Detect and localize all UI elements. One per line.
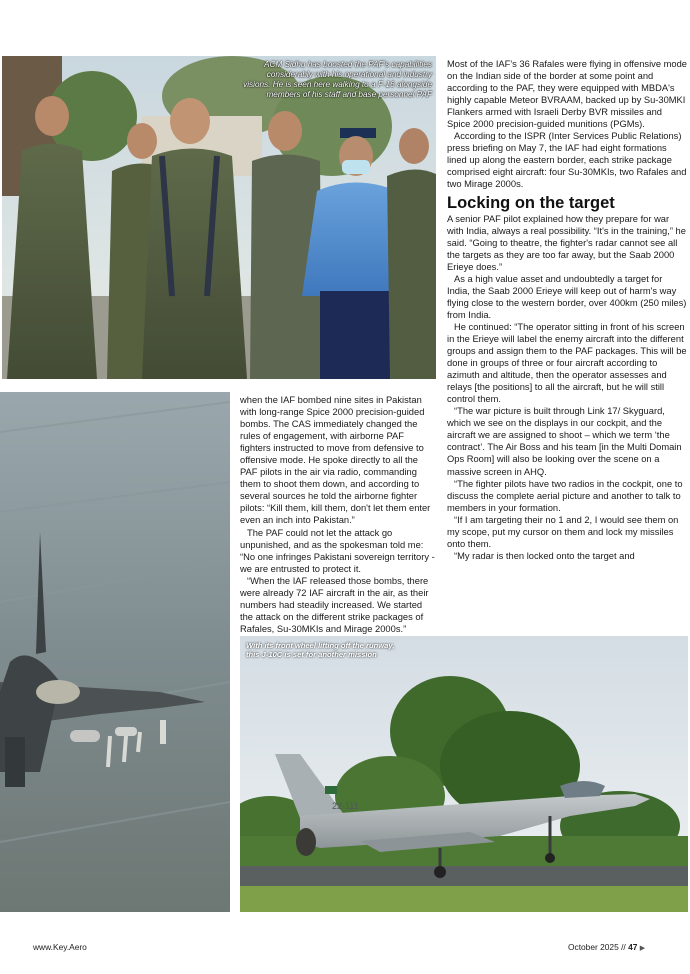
officers-photo-illustration — [2, 56, 436, 379]
paragraph: “When the IAF released those bombs, there were already 72 IAF aircraft in the air, as their numbers had steadily increased. We started the attack on the different strike packages of Rafales, Su-30MKIs and Mirage 2000s.” — [240, 575, 429, 634]
bottom-photo — [240, 636, 688, 912]
footer-folio — [568, 942, 645, 952]
arrow-right-icon: ▶ — [639, 945, 646, 952]
left-photo — [0, 392, 230, 912]
paragraph: The PAF could not let the attack go unpunished, and as the spokesman told me: “No one infringes Pakistani sovereign territory - we are entrusted to protect it. — [240, 527, 435, 574]
page-number: 47 — [628, 942, 638, 952]
paragraph: “My radar is then locked onto the target and — [454, 550, 635, 561]
paragraph: “The war picture is built through Link 17/ Skyguard, which we see on the displays in our cockpit, and the aircraft we are assigned to shoot – which we term ‘the contract’. The Air Boss and his team [in the Multi Domain Ops Room] will also be looking over the scene on a massive screen in AHQ. — [447, 406, 682, 477]
paragraph: According to the ISPR (Inter Services Public Relations) press briefing on May 7, the IAF had eight formations lined up along the eastern border, each strike package comprised eight aircraft: four Su-30MKIs, two Rafales and two Mirage 2000s. — [447, 131, 687, 190]
paragraph: A senior PAF pilot explained how they prepare for war with India, always a real possibility. “It's in the training,” he said. “Going to theatre, the fighter's radar cannot see all the targets as they are too far away, but the Saab 2000 Erieye does.” — [447, 213, 686, 272]
folio-separator: // — [621, 942, 626, 952]
section-heading: Locking on the target — [447, 193, 615, 212]
paragraph: when the IAF bombed nine sites in Pakistan with long-range Spice 2000 precision-guided bombs. The CAS immediately changed the rules of engagement, with airborne PAF fighters instructed to move from defensive to offensive mode. He spoke directly to all the PAF pilots in the air via radio, commanding them to shoot them down, and according to several sources he told the airborne fighter pilots: “Kill them, kill them, don't let them enter even an inch into Pakistan.” — [240, 395, 431, 526]
paragraph: As a high value asset and undoubtedly a target for India, the Saab 2000 Erieye will keep out of harm's way flying close to the western border, over 400km (250 miles) from India. — [447, 273, 687, 320]
right-text-column — [447, 58, 687, 562]
top-photo — [2, 56, 436, 379]
j10c-takeoff-illustration — [240, 636, 688, 912]
paragraph: “If I am targeting their no 1 and 2, I would see them on my scope, put my cursor on them and lock my missiles onto them. — [447, 514, 679, 549]
bottom-photo-caption: With its front wheel lifting off the runway, this J-10C is set for another mission — [246, 641, 395, 660]
tail-number: 22-111 — [332, 801, 359, 811]
paragraph: He continued: “The operator sitting in front of his screen in the Erieye will label the enemy aircraft into the different groups and assign them to the PAF packages. This will be done in groups of three or four aircraft according to azimuth and altitude, then the operator assesses and relays [the positions] to all the aircraft, but he will still control them. — [447, 321, 687, 405]
jet-in-flight-illustration — [0, 392, 230, 912]
paragraph: “The fighter pilots have two radios in the cockpit, one to discuss the complete aerial picture and another to talk to members in your formation. — [447, 478, 683, 513]
issue-date: October 2025 — [568, 942, 619, 952]
footer-website[interactable]: www.Key.Aero — [33, 942, 87, 952]
middle-text-column — [240, 394, 436, 635]
top-photo-caption: ACM Sidhu has boosted the PAF's capabilities considerably with his operational and industry visions. He is seen here walking to a F-16 alongside members of his staff and base personnel PAF — [243, 60, 432, 99]
paragraph: Most of the IAF's 36 Rafales were flying in offensive mode on the Indian side of the border at some point and according to the PAF, they were equipped with MBDA's highly capable Meteor BVRAAM, backed up by Su-30MKI Flankers armed with Israeli Derby BVR missiles and Spice 2000 precision-guided munitions (PGMs). — [447, 59, 687, 130]
